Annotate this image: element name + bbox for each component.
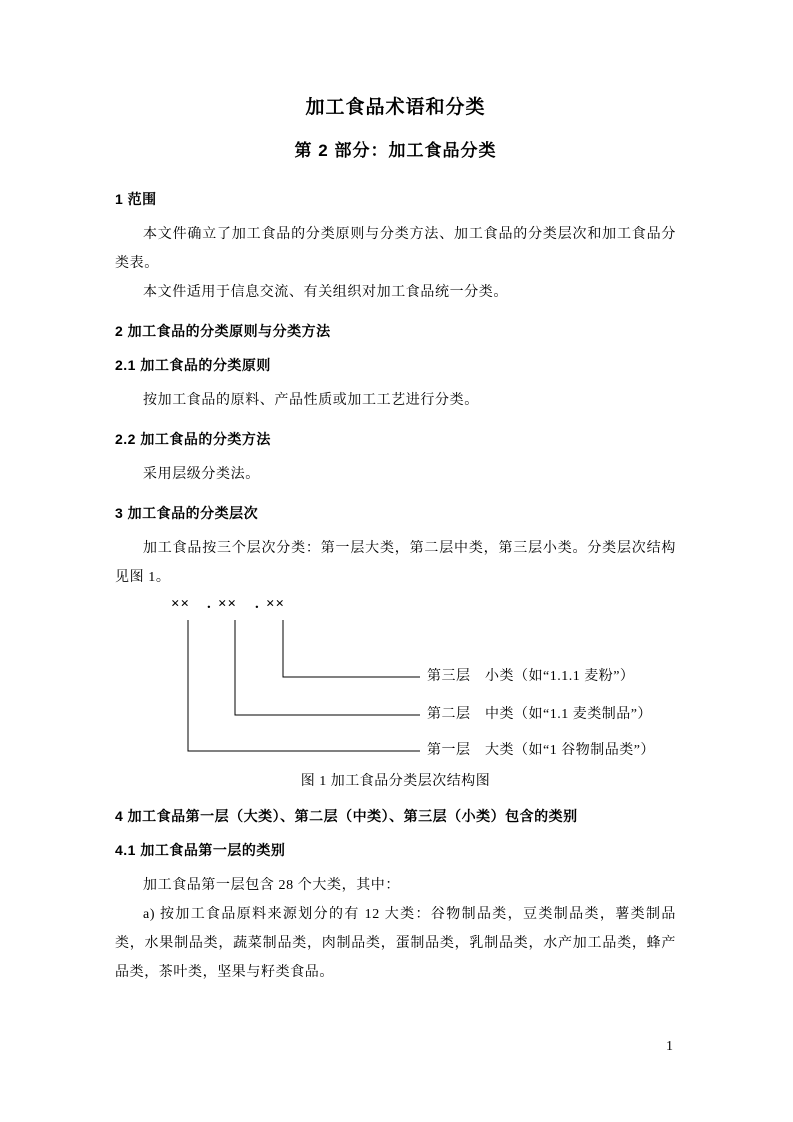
section-3-paragraph: 加工食品按三个层次分类：第一层大类，第二层中类，第三层小类。分类层次结构见图 1。: [115, 541, 676, 585]
figure-code-group-3: ××: [266, 596, 286, 612]
section-4-heading: 4 加工食品第一层（大类）、第二层（中类）、第三层（小类）包含的类别: [115, 808, 578, 824]
figure-level-1-label: 第一层 大类（如“1 谷物制品类”）: [423, 742, 655, 760]
section-2-heading: 2 加工食品的分类原则与分类方法: [115, 323, 331, 339]
section-1-paragraph-2: 本文件适用于信息交流、有关组织对加工食品统一分类。: [143, 285, 508, 300]
section-4-1-paragraph-2: a) 按加工食品原料来源划分的有 12 大类：谷物制品类，豆类制品类，薯类制品类，水果制品类，蔬菜制品类，肉制品类，蛋制品类，乳制品类，水产加工品类，蜂产品类，茶叶类，坚果与籽类食品。: [115, 907, 676, 980]
section-2-2-heading: 2.2 加工食品的分类方法: [115, 431, 271, 447]
figure-caption: 图 1 加工食品分类层次结构图: [300, 774, 491, 789]
section-1-heading: 1 范围: [115, 191, 157, 207]
section-4-1-paragraph-1: 加工食品第一层包含 28 个大类，其中：: [143, 878, 400, 893]
figure-classification-structure: [115, 596, 676, 766]
section-2-2-paragraph: 采用层级分类法。: [143, 467, 260, 482]
section-2-1-heading: 2.1 加工食品的分类原则: [115, 357, 271, 373]
section-2-1-paragraph: 按加工食品的原料、产品性质或加工工艺进行分类。: [143, 393, 479, 408]
section-3-heading: 3 加工食品的分类层次: [115, 505, 259, 521]
figure-level-2-label: 第二层 中类（如“1.1 麦类制品”）: [423, 706, 652, 724]
figure-code-group-2: ××: [218, 596, 238, 612]
section-4-1-heading: 4.1 加工食品第一层的类别: [115, 842, 286, 858]
document-title: 加工食品术语和分类: [305, 97, 486, 118]
page-number: 1: [666, 1039, 673, 1054]
figure-code-group-1: ××: [171, 596, 191, 612]
section-1-paragraph-1: 本文件确立了加工食品的分类原则与分类方法、加工食品的分类层次和加工食品分类表。: [115, 227, 676, 271]
figure-level-3-label: 第三层 小类（如“1.1.1 麦粉”）: [423, 668, 634, 686]
figure-code-dot-1: .: [207, 596, 212, 612]
figure-code-dot-2: .: [255, 596, 260, 612]
document-subtitle: 第 2 部分：加工食品分类: [294, 141, 497, 160]
